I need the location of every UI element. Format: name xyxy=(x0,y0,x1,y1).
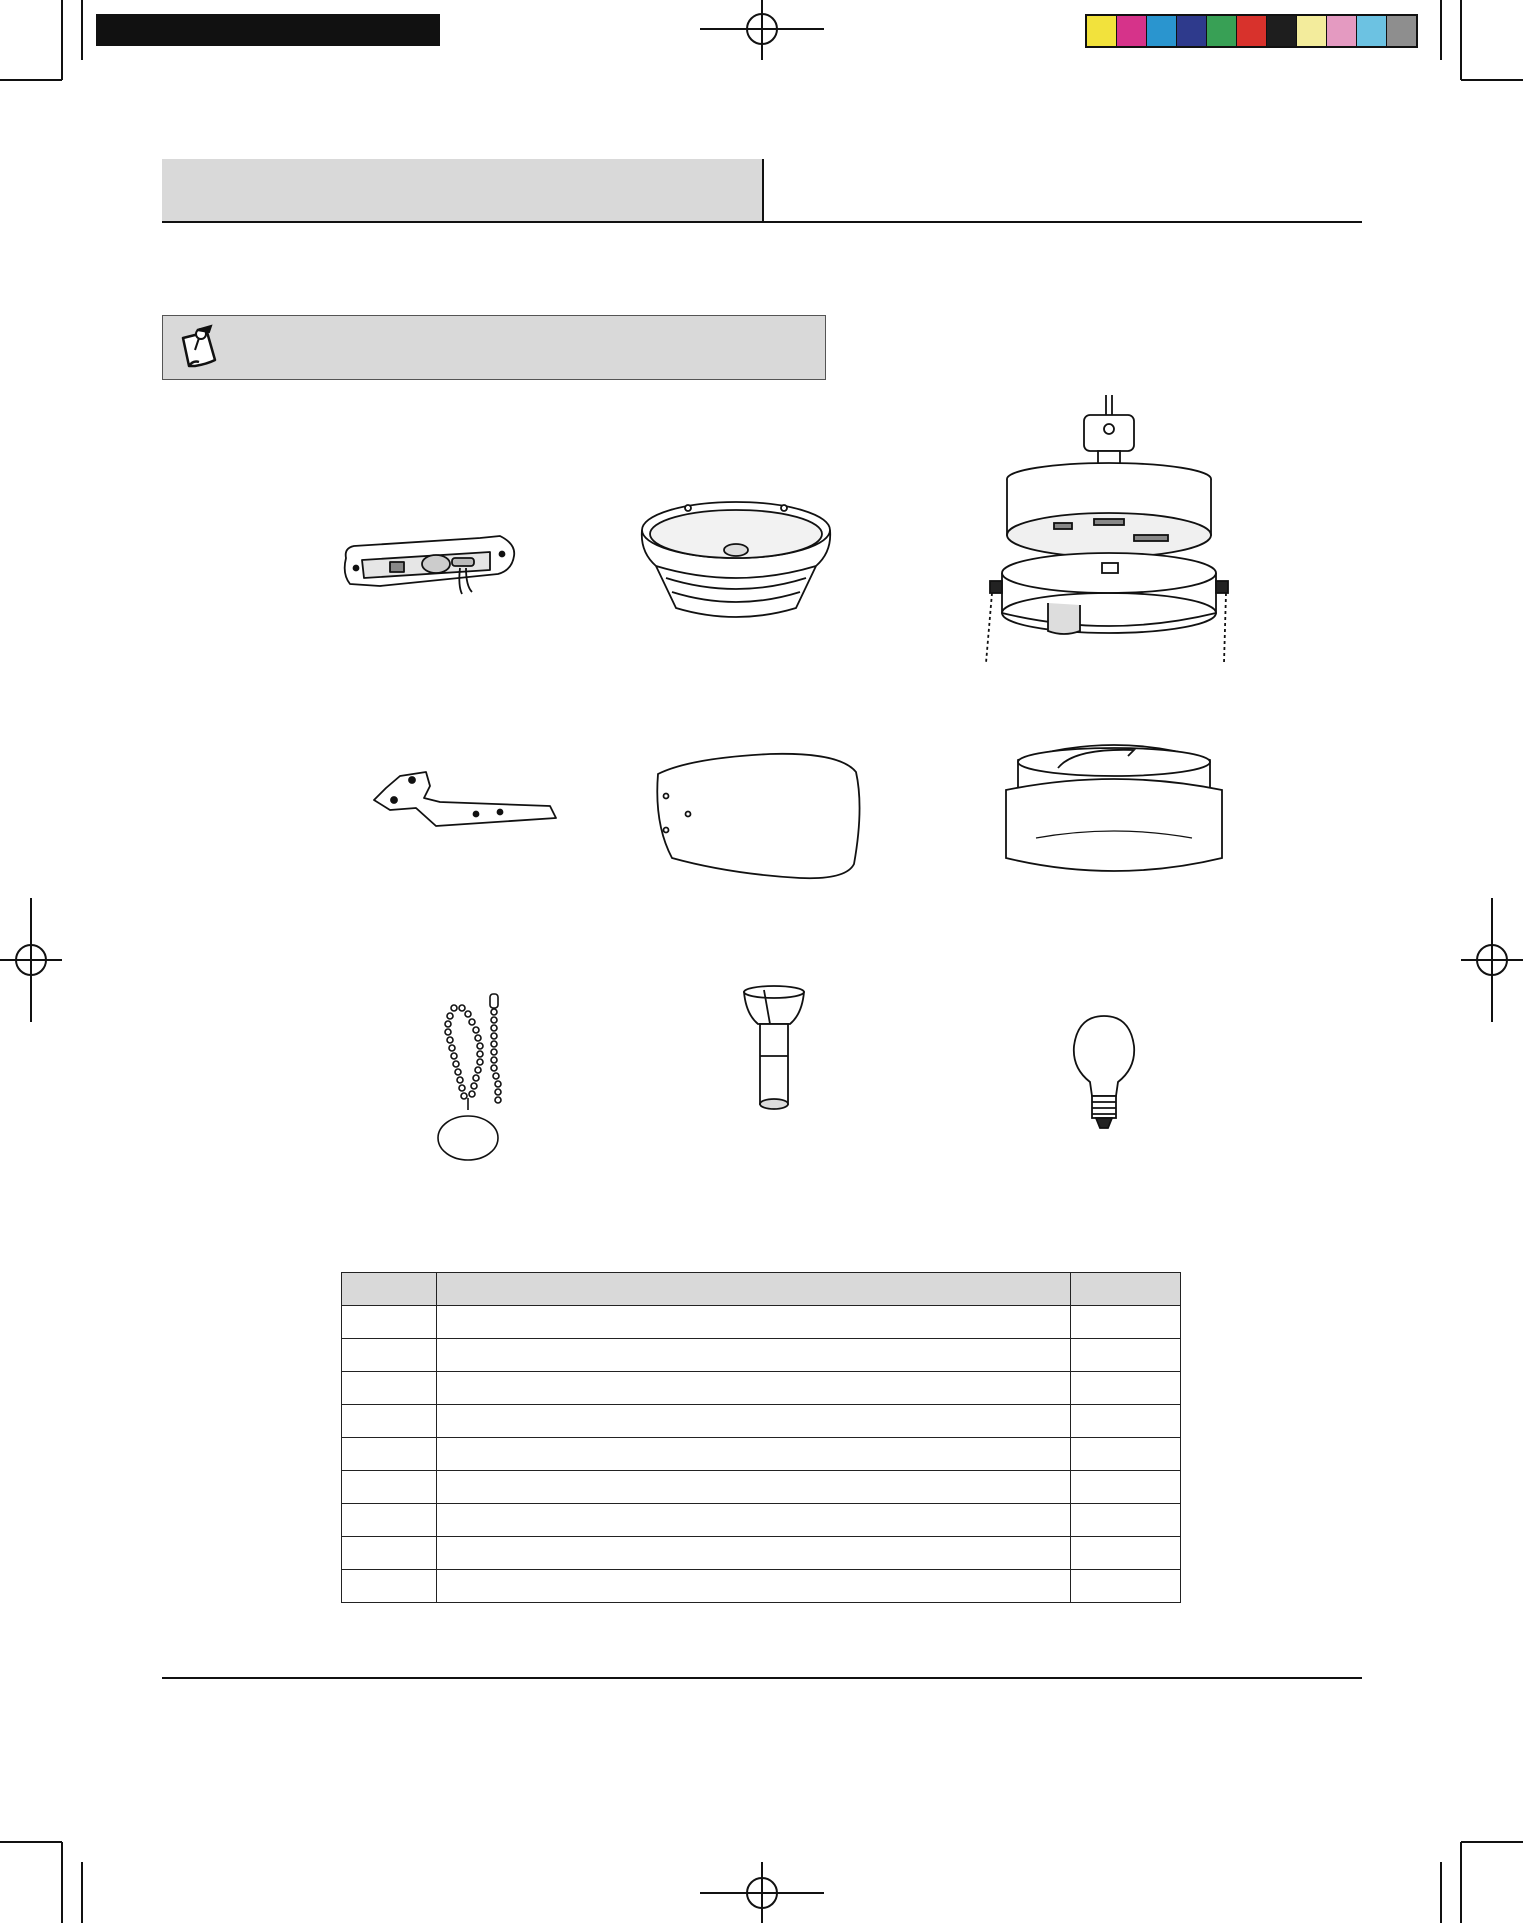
table-cell-description xyxy=(437,1504,1071,1537)
table-cell-quantity xyxy=(1071,1339,1181,1372)
color-swatch xyxy=(1357,16,1387,46)
table-row xyxy=(342,1372,1181,1405)
color-swatch xyxy=(1297,16,1327,46)
table-cell-quantity xyxy=(1071,1570,1181,1603)
table-row xyxy=(342,1339,1181,1372)
color-calibration-bar xyxy=(1085,14,1418,48)
color-swatch xyxy=(1237,16,1267,46)
table-cell-part xyxy=(342,1339,437,1372)
parts-table xyxy=(341,1272,1181,1603)
downrod-icon xyxy=(738,984,810,1124)
table-cell-description xyxy=(437,1471,1071,1504)
table-row xyxy=(342,1306,1181,1339)
color-swatch xyxy=(1267,16,1297,46)
table-cell-quantity xyxy=(1071,1306,1181,1339)
mounting-bracket-icon xyxy=(340,530,530,610)
color-swatch xyxy=(1207,16,1237,46)
table-header-description xyxy=(437,1273,1071,1306)
table-cell-part xyxy=(342,1372,437,1405)
table-cell-description xyxy=(437,1438,1071,1471)
color-swatch xyxy=(1177,16,1207,46)
footer-rule xyxy=(162,1677,1362,1679)
table-header-row xyxy=(342,1273,1181,1306)
color-swatch xyxy=(1387,16,1416,46)
color-swatch xyxy=(1087,16,1117,46)
table-cell-part xyxy=(342,1405,437,1438)
pull-chain-icon xyxy=(432,992,524,1164)
table-header-quantity xyxy=(1071,1273,1181,1306)
note-box xyxy=(162,315,826,380)
table-cell-quantity xyxy=(1071,1372,1181,1405)
table-row xyxy=(342,1504,1181,1537)
table-row xyxy=(342,1405,1181,1438)
color-swatch xyxy=(1117,16,1147,46)
motor-housing-icon xyxy=(984,395,1234,665)
table-row xyxy=(342,1537,1181,1570)
table-cell-part xyxy=(342,1537,437,1570)
table-cell-description xyxy=(437,1537,1071,1570)
blade-icon xyxy=(650,748,866,884)
table-row xyxy=(342,1570,1181,1603)
blade-arm-icon xyxy=(370,764,560,832)
light-bulb-icon xyxy=(1070,1012,1138,1132)
table-row xyxy=(342,1438,1181,1471)
table-cell-quantity xyxy=(1071,1537,1181,1570)
table-cell-part xyxy=(342,1471,437,1504)
table-cell-quantity xyxy=(1071,1471,1181,1504)
table-cell-quantity xyxy=(1071,1504,1181,1537)
table-cell-description xyxy=(437,1372,1071,1405)
table-header-part xyxy=(342,1273,437,1306)
table-cell-part xyxy=(342,1504,437,1537)
table-cell-quantity xyxy=(1071,1438,1181,1471)
light-kit-icon xyxy=(1004,740,1224,880)
table-cell-description xyxy=(437,1405,1071,1438)
note-pin-icon xyxy=(177,324,223,372)
table-cell-description xyxy=(437,1339,1071,1372)
table-cell-description xyxy=(437,1570,1071,1603)
color-swatch xyxy=(1327,16,1357,46)
table-cell-description xyxy=(437,1306,1071,1339)
section-header-box xyxy=(162,159,764,221)
header-rule xyxy=(162,221,1362,223)
table-cell-part xyxy=(342,1570,437,1603)
table-row xyxy=(342,1471,1181,1504)
table-cell-part xyxy=(342,1306,437,1339)
table-cell-part xyxy=(342,1438,437,1471)
print-slug-bar xyxy=(96,14,440,46)
color-swatch xyxy=(1147,16,1177,46)
canopy-icon xyxy=(636,482,836,632)
table-cell-quantity xyxy=(1071,1405,1181,1438)
